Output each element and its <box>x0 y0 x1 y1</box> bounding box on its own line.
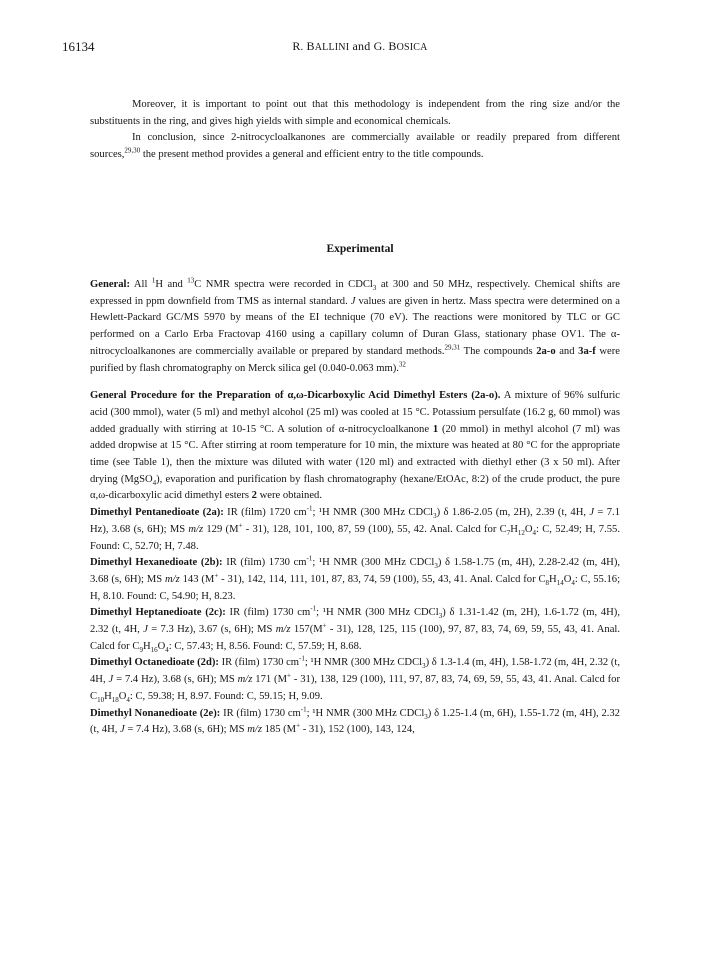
subscript: 18 <box>111 695 119 704</box>
compound-entry <box>90 505 620 555</box>
compound-name: Dimethyl Pentanedioate (2a): <box>90 507 224 519</box>
text-run: at 300 and 50 MHz, respectively. Chemical shifts are expressed in ppm downfield from TMS as internal standard. <box>90 279 620 307</box>
superscript: 13 <box>187 276 195 285</box>
text-run: H <box>549 573 557 585</box>
procedure-title: General Procedure for the Preparation of α,ω-Dicarboxylic Acid Dimethyl Esters (2a-o). <box>90 390 501 402</box>
compound-entry <box>90 706 620 739</box>
experimental-section <box>90 277 620 739</box>
superscript: + <box>322 621 327 630</box>
subscript: 3 <box>434 562 438 571</box>
text-run: IR (film) 1730 cm <box>225 607 311 619</box>
italic-mz: m/z <box>275 624 291 636</box>
text-run: IR (film) 1730 cm <box>222 557 307 569</box>
superscript: -1 <box>299 654 305 663</box>
subscript: 9 <box>139 645 143 654</box>
text-run: : C, 59.38; H, 8.97. Found: C, 59.15; H, 9.09. <box>129 690 323 702</box>
subscript: 14 <box>556 579 564 588</box>
text-run: - 31), 138, 129 (100), 111, 97, 87, 83, 74, 69, 59, 55, 43, 41. Anal. Calcd for C <box>90 674 620 702</box>
subscript: 4 <box>571 579 575 588</box>
compound-ref: 2a-o <box>536 345 556 357</box>
subscript: 3 <box>438 612 443 621</box>
citation: 29,30 <box>124 146 141 155</box>
text-run: : C, 55.16; H, 8.10. Found: C, 54.90; H, 8.23. <box>90 573 621 602</box>
text-run: = 7.3 Hz), 3.67 (s, 6H); MS <box>147 624 276 636</box>
text-run: A mixture of 96% sulfuric acid (300 mmol), water (5 ml) and methyl alcohol (25 ml) was cooled at 15 °C. Potassium persulfate (16.2 g, 60 mmol) was added gradually with stirring at 10-15 °C. A solution of α-nitrocycloalkanone <box>90 390 621 435</box>
text-run: H and <box>155 279 188 290</box>
text-run: H <box>142 640 151 652</box>
text-run: were obtained. <box>256 490 322 502</box>
text-run: ) δ 1.3-1.4 (m, 4H), 1.58-1.72 (m, 4H, 2.32 (t, 4H, <box>90 657 620 686</box>
text-run: ; ¹H NMR (300 MHz CDCl <box>312 557 435 569</box>
text-run: - 31), 142, 114, 111, 101, 87, 83, 74, 59 (100), 55, 43, 41. Anal. Calcd for C <box>218 573 546 585</box>
text-run: O <box>524 523 533 535</box>
italic-j: J <box>120 724 125 736</box>
text-run: ; ¹H NMR (300 MHz CDCl <box>304 657 423 669</box>
compound-ref: 2 <box>251 490 257 502</box>
text-run: IR (film) 1730 cm <box>218 657 300 669</box>
general-paragraph <box>90 277 620 377</box>
text-run: = 7.1 Hz), 3.68 (s, 6H); MS <box>90 507 621 535</box>
text-run: O <box>118 690 127 702</box>
text-run: In conclusion, since 2-nitrocycloalkanones are commercially available or readily prepared from different sources, <box>90 132 620 161</box>
text-run: = 7.4 Hz), 3.68 (s, 6H); MS <box>113 674 238 686</box>
compound-entry <box>90 605 620 655</box>
subscript: 4 <box>152 478 157 487</box>
text-run: - 31), 128, 101, 100, 87, 59 (100), 55, 42. Anal. Calcd for C <box>242 523 507 535</box>
citation: 29,31 <box>444 343 461 352</box>
superscript: -1 <box>300 705 307 714</box>
text-run: were purified by flash chromatography on Merck silica gel (0.040-0.063 mm). <box>90 345 620 374</box>
text-run: ), evaporation and purification by flash chromatography (hexane/EtOAc, 8:2) of the crude product, the pure α,ω-dicarboxylic acid dimethyl esters <box>90 473 620 502</box>
intro-paragraph-2 <box>90 130 620 163</box>
text-run: H <box>104 690 112 702</box>
procedure-paragraph <box>90 388 620 505</box>
text-run: O <box>157 640 166 652</box>
subscript: 16 <box>150 645 158 654</box>
superscript: -1 <box>306 554 313 563</box>
text-run: All <box>130 279 152 290</box>
italic-mz: m/z <box>237 674 253 686</box>
superscript: -1 <box>306 504 313 513</box>
text-run: 157(M <box>290 624 323 636</box>
text-run: and <box>555 345 579 357</box>
text-run: : C, 57.43; H, 8.56. Found: C, 57.59; H, 8.68. <box>168 640 362 652</box>
text-run: ; ¹H NMR (300 MHz CDCl <box>312 507 434 519</box>
text-run: (20 mmol) in methyl alcohol (7 ml) was added dropwise at 15 °C. After stirring at room temperature for 10 min, the mixture was heated at 80 °C for the appropriate time (see Table 1), then the mixture was diluted with water (120 ml) and extracted with diethyl ether (3 x 50 ml). After drying (MgSO <box>90 423 620 485</box>
text-run: C NMR spectra were recorded in CDCl <box>194 279 373 290</box>
spacer <box>90 377 620 388</box>
compound-list <box>90 505 620 739</box>
text-run: 185 (M <box>261 724 297 736</box>
text-run: - 31), 128, 125, 115 (100), 97, 87, 83, 74, 69, 59, 55, 43, 41. Anal. Calcd for C <box>90 624 620 652</box>
text-run: ) δ 1.25-1.4 (m, 6H), 1.55-1.72 (m, 4H), 2.32 (t, 4H, <box>90 707 620 736</box>
text-run: 143 (M <box>179 573 215 585</box>
intro-paragraph-1: Moreover, it is important to point out that this methodology is independent from the ring size and/or the substituents in the ring, and gives high yields with simple and economical chemicals. <box>90 99 620 127</box>
subscript: 8 <box>545 579 550 588</box>
superscript: + <box>214 571 219 580</box>
running-head <box>0 39 720 54</box>
text-run: the present method provides a general and efficient entry to the title compounds. <box>140 149 484 161</box>
subscript: 3 <box>424 712 428 721</box>
superscript: 1 <box>151 276 156 285</box>
italic-mz: m/z <box>247 724 262 736</box>
text-run: IR (film) 1720 cm <box>223 507 307 519</box>
text-run: O <box>563 573 572 585</box>
compound-name: Dimethyl Nonanedioate (2e): <box>90 707 221 719</box>
subscript: 3 <box>372 284 377 293</box>
compound-name: Dimethyl Octanedioate (2d): <box>90 657 219 669</box>
italic-j: J <box>108 674 114 686</box>
text-run: IR (film) 1730 cm <box>220 707 301 719</box>
compound-entry <box>90 555 620 605</box>
intro-section <box>90 97 620 164</box>
compound-entry <box>90 655 620 705</box>
subscript: 10 <box>97 695 105 704</box>
author-2: G. BOSICA <box>373 39 428 53</box>
subscript: 3 <box>433 512 437 521</box>
superscript: -1 <box>310 604 317 613</box>
subscript: 4 <box>165 645 169 654</box>
superscript: + <box>238 521 243 530</box>
citation: 32 <box>398 359 406 368</box>
compound-name: Dimethyl Heptanedioate (2c): <box>90 607 226 619</box>
section-heading-experimental: Experimental <box>326 243 394 255</box>
page-number: 16134 <box>62 39 95 54</box>
italic-j: J <box>350 295 356 307</box>
italic-j: J <box>589 507 595 519</box>
author-1: R. BALLINI <box>292 39 350 53</box>
superscript: + <box>287 671 291 680</box>
compound-ref: 3a-f <box>578 345 596 357</box>
text-run: H <box>510 523 518 535</box>
text-run: = 7.4 Hz), 3.68 (s, 6H); MS <box>124 724 248 736</box>
text-run: values are given in hertz. Mass spectra were determined on a Hewlett-Packard GC/MS 5970 by means of the EI technique (70 eV). The reactions were monitored by TLC or GC performed on a Carlo Erba Fractovap 4160 using a capillary column of Duran Glass, stationary phase OV1. The α-nitrocycloalkanones are commercially available or prepared by standard methods. <box>90 295 620 357</box>
text-run: ) δ 1.31-1.42 (m, 2H), 1.6-1.72 (m, 4H), 2.32 (t, 4H, <box>90 607 620 636</box>
author-separator: and <box>349 39 374 53</box>
text-run: - 31), 152 (100), 143, 124, <box>300 724 415 736</box>
subscript: 12 <box>517 528 525 537</box>
text-run: : C, 52.49; H, 7.55. Found: C, 52.70; H, 7.48. <box>90 523 620 552</box>
subscript: 3 <box>422 662 426 671</box>
text-run: ) δ 1.86-2.05 (m, 2H), 2.39 (t, 4H, <box>436 507 590 519</box>
text-run: ) δ 1.58-1.75 (m, 4H), 2.28-2.42 (m, 4H), 3.68 (s, 6H); MS <box>90 557 621 585</box>
italic-mz: m/z <box>165 573 180 585</box>
italic-j: J <box>143 624 148 636</box>
superscript: + <box>296 721 301 730</box>
subscript: 4 <box>126 695 130 704</box>
subscript: 7 <box>506 528 511 537</box>
compound-name: Dimethyl Hexanedioate (2b): <box>90 557 223 569</box>
text-run: ; ¹H NMR (300 MHz CDCl <box>306 707 425 719</box>
subscript: 4 <box>532 528 537 537</box>
text-run: ; ¹H NMR (300 MHz CDCl <box>316 607 439 619</box>
text-run: 171 (M <box>252 674 287 686</box>
text-run: 129 (M <box>203 523 239 535</box>
general-label: General: <box>90 279 131 290</box>
italic-mz: m/z <box>188 523 204 535</box>
compound-ref: 1 <box>432 423 439 435</box>
text-run: The compounds <box>460 345 537 357</box>
